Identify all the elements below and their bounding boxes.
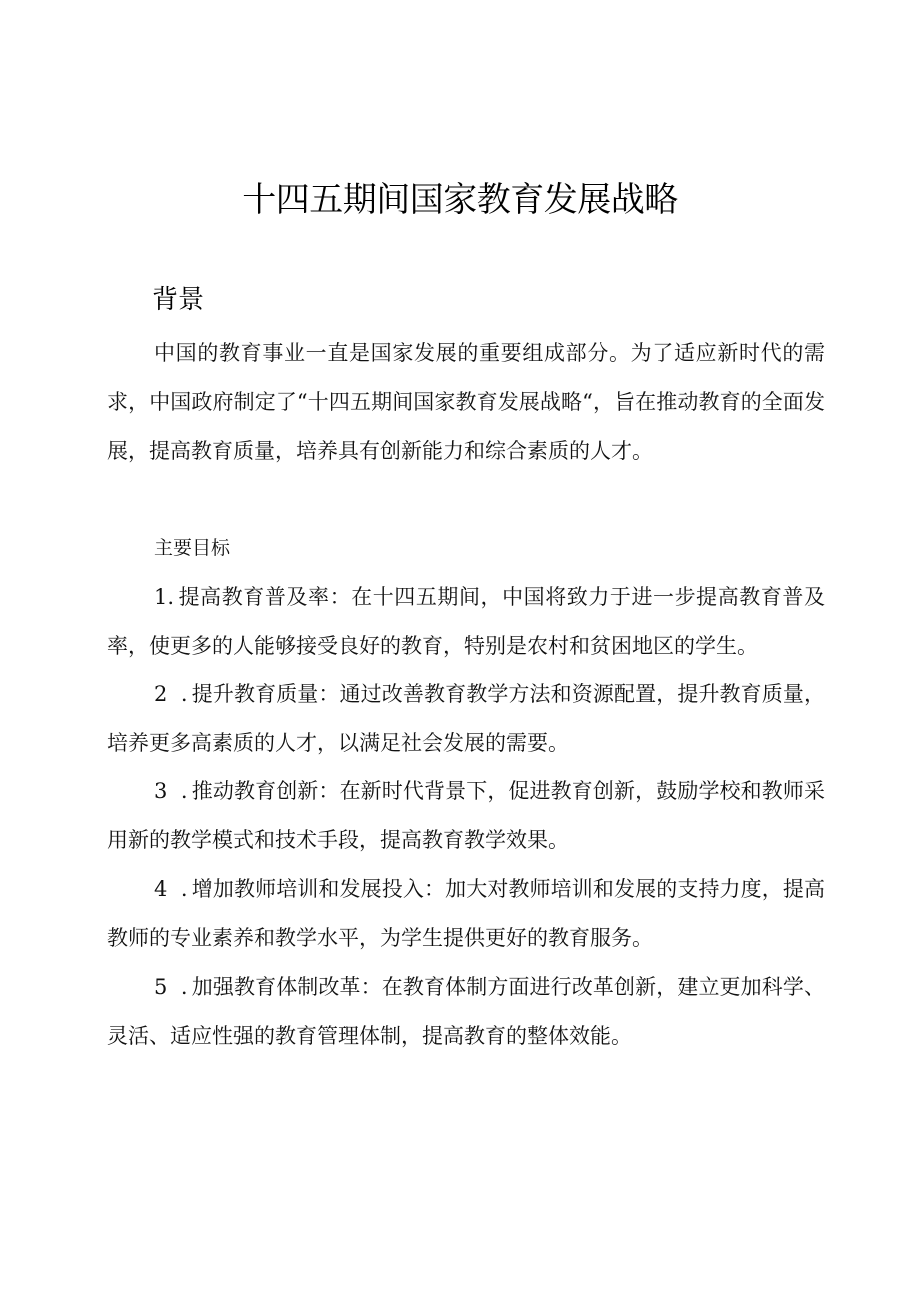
- goal-item-3: [107, 767, 825, 865]
- goal-text: 推动教育创新：在新时代背景下，促进教育创新，鼓励学校和教师采用新的教学模式和技术手段，提高教育教学效果。: [107, 779, 826, 852]
- goal-item-2: [107, 670, 825, 768]
- goal-number: 1.: [154, 585, 175, 609]
- goal-number: 5 .: [154, 975, 188, 999]
- background-heading: 背景: [152, 285, 205, 315]
- background-paragraph: 中国的教育事业一直是国家发展的重要组成部分。为了适应新时代的需求，中国政府制定了“十四五期间国家教育发展战略“，旨在推动教育的全面发展，提高教育质量，培养具有创新能力和综合素质的人才。: [107, 341, 825, 463]
- goals-heading: 主要目标: [154, 537, 231, 559]
- goal-text: 提高教育普及率：在十四五期间，中国将致力于进一步提高教育普及率，使更多的人能够接受良好的教育，特别是农村和贫困地区的学生。: [107, 585, 825, 658]
- goal-text: 增加教师培训和发展投入：加大对教师培训和发展的支持力度，提高教师的专业素养和教学水平，为学生提供更好的教育服务。: [107, 877, 826, 950]
- goal-text: 加强教育体制改革：在教育体制方面进行改革创新，建立更加科学、灵活、适应性强的教育管理体制，提高教育的整体效能。: [107, 975, 826, 1048]
- goal-number: 4 .: [154, 877, 188, 901]
- goal-number: 2 .: [154, 682, 188, 706]
- goal-item-4: [107, 865, 825, 963]
- goal-text: 提升教育质量：通过改善教育教学方法和资源配置，提升教育质量，培养更多高素质的人才，以满足社会发展的需要。: [107, 682, 826, 755]
- goal-number: 3 .: [154, 779, 188, 803]
- goal-item-1: [107, 573, 825, 671]
- goal-item-5: [107, 963, 825, 1061]
- document-title: 十四五期间国家教育发展战略: [242, 180, 678, 220]
